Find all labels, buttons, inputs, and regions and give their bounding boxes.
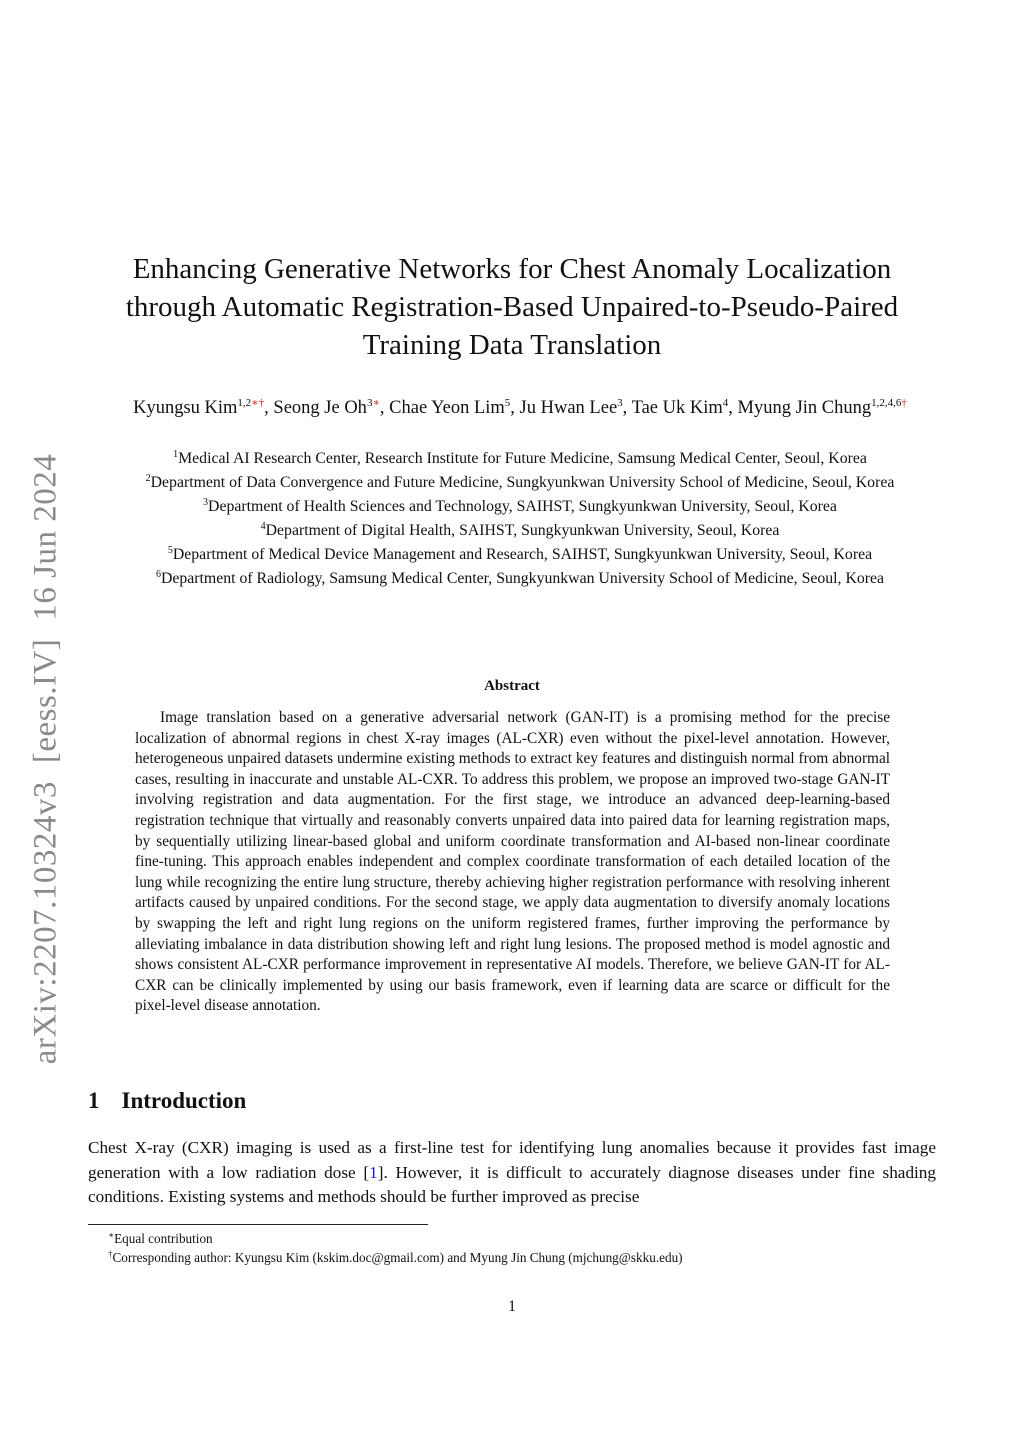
author-separator: , bbox=[510, 398, 520, 418]
affiliation bbox=[90, 567, 950, 591]
abstract-body: Image translation based on a generative adversarial network (GAN-IT) is a promising method for the precise localization of abnormal regions in chest X-ray images (AL-CXR) even without the pixel-level annotation. However, heterogeneous unpaired datasets undermine existing methods to extract key features and distinguish normal from abnormal cases, resulting in inaccurate and unstable AL-CXR. To address this problem, we propose an improved two-stage GAN-IT involving registration and data augmentation. For the first stage, we introduce an advanced deep-learning-based registration technique that virtually and reasonably converts unpaired data into paired data for learning registration maps, by sequentially utilizing linear-based global and uniform coordinate transformation and AI-based non-linear coordinate fine-tuning. This approach enables independent and complex coordinate transformation of each detailed location of the lung while recognizing the entire lung structure, thereby achieving higher registration performance with resolving inherent artifacts caused by unpaired conditions. For the second stage, we apply data augmentation to diversify anomaly locations by swapping the left and right lung regions on the uniform registered frames, further improving the performance by alleviating imbalance in data distribution showing left and right lung lesions. The proposed method is model agnostic and shows consistent AL-CXR performance improvement in representative AI models. Therefore, we believe GAN-IT for AL-CXR can be clinically implemented by using our basis framework, even if learning data are scarce or difficult for the pixel-level disease annotation. bbox=[135, 709, 890, 1015]
affiliation-number: 1 bbox=[173, 449, 179, 460]
author-name: Seong Je Oh bbox=[273, 398, 367, 418]
footnote-text: Corresponding author: Kyungsu Kim (kskim.doc@gmail.com) and Myung Jin Chung (mjchung@skku.edu) bbox=[112, 1250, 683, 1265]
title-line: through Automatic Registration-Based Unpaired-to-Pseudo-Paired bbox=[125, 291, 899, 323]
affiliation bbox=[90, 447, 950, 471]
section-title: Introduction bbox=[121, 1088, 247, 1113]
affiliation-number: 3 bbox=[203, 497, 209, 508]
author-affil-sup: 3 bbox=[617, 397, 623, 409]
affiliation-number: 2 bbox=[145, 473, 151, 484]
affiliation bbox=[90, 495, 950, 519]
author-name: Ju Hwan Lee bbox=[519, 398, 618, 418]
arxiv-id[interactable]: arXiv:2207.10324v3 bbox=[27, 781, 64, 1065]
affiliation bbox=[90, 543, 950, 567]
author-mark[interactable]: ∗† bbox=[251, 397, 265, 409]
intro-text: ]. However, it is difficult to accurately diagnose diseases under fine shading conditions. Existing systems and methods should be further improved as precise bbox=[88, 1162, 936, 1207]
intro-paragraph bbox=[88, 1136, 936, 1214]
affiliation-text: Department of Digital Health, SAIHST, Sungkyunkwan University, Seoul, Korea bbox=[265, 522, 780, 539]
affiliation-text: Department of Radiology, Samsung Medical Center, Sungkyunkwan University School of Medicine, Seoul, Korea bbox=[160, 570, 885, 587]
affiliation-number: 4 bbox=[260, 521, 266, 532]
author-separator: , bbox=[264, 398, 274, 418]
author-affil-sup: 1,2 bbox=[237, 397, 252, 409]
affiliation-text: Department of Medical Device Management and Research, SAIHST, Sungkyunkwan University, Seoul, Korea bbox=[172, 546, 873, 563]
footnote bbox=[108, 1248, 928, 1267]
citation-link[interactable]: 1 bbox=[369, 1162, 378, 1182]
section-heading bbox=[88, 1088, 246, 1114]
intro-text: Chest X-ray (CXR) imaging is used as a first-line test for identifying lung anomalies because it provides fast image generation with a low radiation dose [ bbox=[88, 1138, 936, 1182]
affiliation-number: 5 bbox=[167, 545, 173, 556]
author-name: Myung Jin Chung bbox=[737, 398, 872, 418]
abstract-heading: Abstract bbox=[484, 678, 540, 694]
author-list bbox=[100, 396, 940, 421]
author-name: Tae Uk Kim bbox=[631, 398, 723, 418]
arxiv-stamp bbox=[28, 454, 65, 1064]
affiliation bbox=[90, 471, 950, 495]
footnote bbox=[108, 1229, 928, 1248]
page-number: 1 bbox=[508, 1298, 516, 1315]
footnotes bbox=[108, 1229, 928, 1267]
paper-title bbox=[92, 250, 932, 364]
footnote-mark: † bbox=[108, 1249, 113, 1259]
author-mark[interactable]: † bbox=[901, 397, 907, 409]
section-number: 1 bbox=[88, 1088, 100, 1113]
affiliation bbox=[90, 519, 950, 543]
affiliation-text: Department of Data Convergence and Future Medicine, Sungkyunkwan University School of Medicine, Seoul, Korea bbox=[150, 474, 895, 491]
arxiv-category: [eess.IV] bbox=[27, 638, 64, 764]
author-affil-sup: 5 bbox=[504, 397, 511, 409]
title-line: Training Data Translation bbox=[362, 329, 662, 361]
title-line: Enhancing Generative Networks for Chest Anomaly Localization bbox=[132, 253, 892, 285]
footnote-divider bbox=[88, 1224, 428, 1225]
footnote-mark: ∗ bbox=[108, 1230, 115, 1240]
author-separator: , bbox=[728, 398, 738, 418]
author-name: Kyungsu Kim bbox=[133, 398, 238, 418]
author-separator: , bbox=[379, 398, 390, 418]
affiliation-list bbox=[90, 447, 950, 591]
footnote-text: Equal contribution bbox=[114, 1231, 213, 1246]
author-affil-sup: 1,2,4,6 bbox=[871, 397, 902, 409]
arxiv-date: 16 Jun 2024 bbox=[27, 453, 64, 621]
affiliation-text: Medical AI Research Center, Research Institute for Future Medicine, Samsung Medical Center, Seoul, Korea bbox=[178, 450, 867, 467]
author-affil-sup: 3 bbox=[366, 397, 373, 409]
author-name: Chae Yeon Lim bbox=[389, 398, 505, 418]
author-mark[interactable]: ∗ bbox=[372, 397, 380, 409]
affiliation-number: 6 bbox=[155, 569, 161, 580]
author-affil-sup: 4 bbox=[722, 397, 729, 409]
affiliation-text: Department of Health Sciences and Technology, SAIHST, Sungkyunkwan University, Seoul, Korea bbox=[208, 498, 837, 515]
author-separator: , bbox=[622, 398, 632, 418]
